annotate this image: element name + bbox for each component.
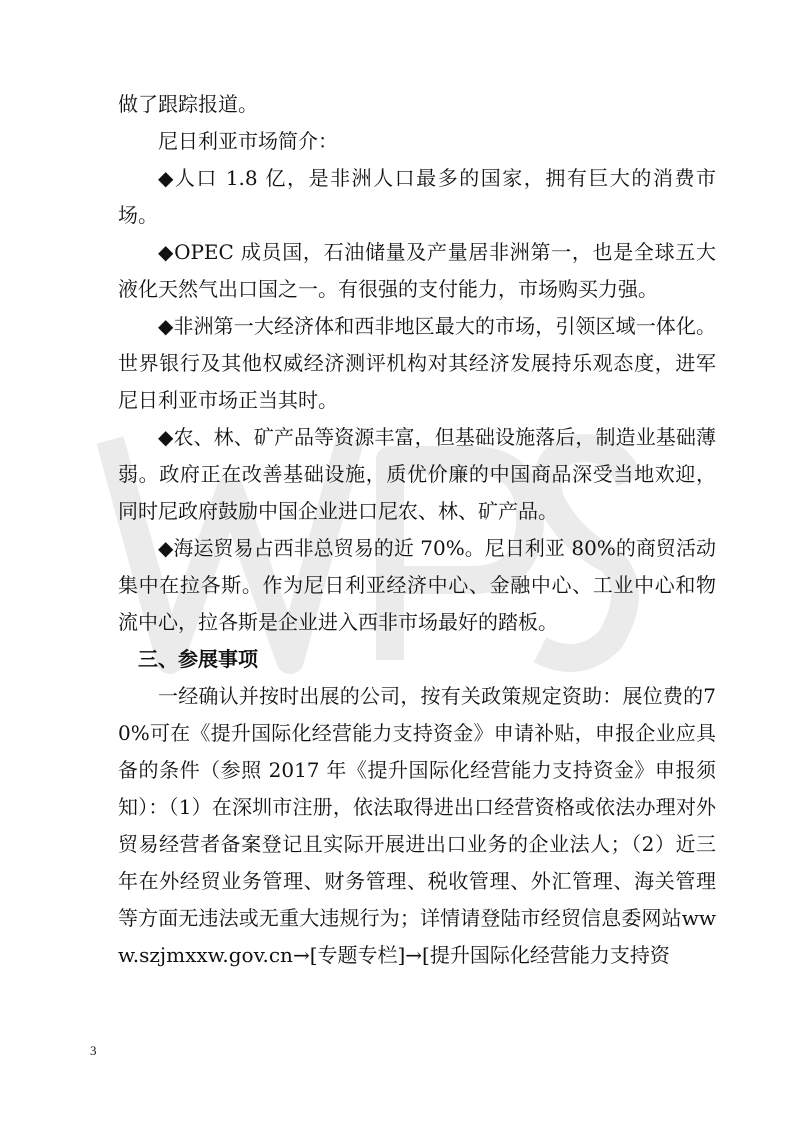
paragraph-1: 做了跟踪报道。 bbox=[118, 92, 258, 116]
paragraph-5: ◆非洲第一大经济体和西非地区最大的市场，引领区域一体化。世界银行及其他权威经济测评机构对其经济发展持乐观态度，进军尼日利亚市场正当其时。 bbox=[118, 314, 716, 412]
paragraph-3: ◆人口 1.8 亿，是非洲人口最多的国家，拥有巨大的消费市场。 bbox=[118, 166, 716, 227]
paragraph-6: ◆农、林、矿产品等资源丰富，但基础设施落后，制造业基础薄弱。政府正在改善基础设施，质优价廉的中国商品深受当地欢迎，同时尼政府鼓励中国企业进口尼农、林、矿产品。 bbox=[118, 425, 716, 523]
section-heading: 三、参展事项 bbox=[138, 647, 258, 671]
paragraph-7: ◆海运贸易占西非总贸易的近 70%。尼日利亚 80%的商贸活动集中在拉各斯。作为尼日利亚经济中心、金融中心、工业中心和物流中心，拉各斯是企业进入西非市场最好的踏板。 bbox=[118, 536, 716, 634]
paragraph-2: 尼日利亚市场简介： bbox=[158, 129, 338, 153]
document-body bbox=[118, 86, 716, 974]
page-number: 3 bbox=[90, 1043, 97, 1058]
paragraph-4: ◆OPEC 成员国，石油储量及产量居非洲第一，也是全球五大液化天然气出口国之一。有很强的支付能力，市场购买力强。 bbox=[118, 240, 716, 301]
section-paragraph: 一经确认并按时出展的公司，按有关政策规定资助：展位费的70%可在《提升国际化经营能力支持资金》申请补贴，申报企业应具备的条件（参照 2017 年《提升国际化经营能力支持资金》申报须知）：（1）在深圳市注册，依法取得进出口经营资格或依法办理对外贸易经营者备案登记且实际开展进出口业务的企业法人；（2）近三年在外经贸业务管理、财务管理、税收管理、外汇管理、海关管理等方面无违法或无重大违规行为；详情请登陆市经贸信息委网站www.szjmxxw.gov.cn→[专题专栏]→[提升国际化经营能力支持资 bbox=[118, 684, 716, 967]
